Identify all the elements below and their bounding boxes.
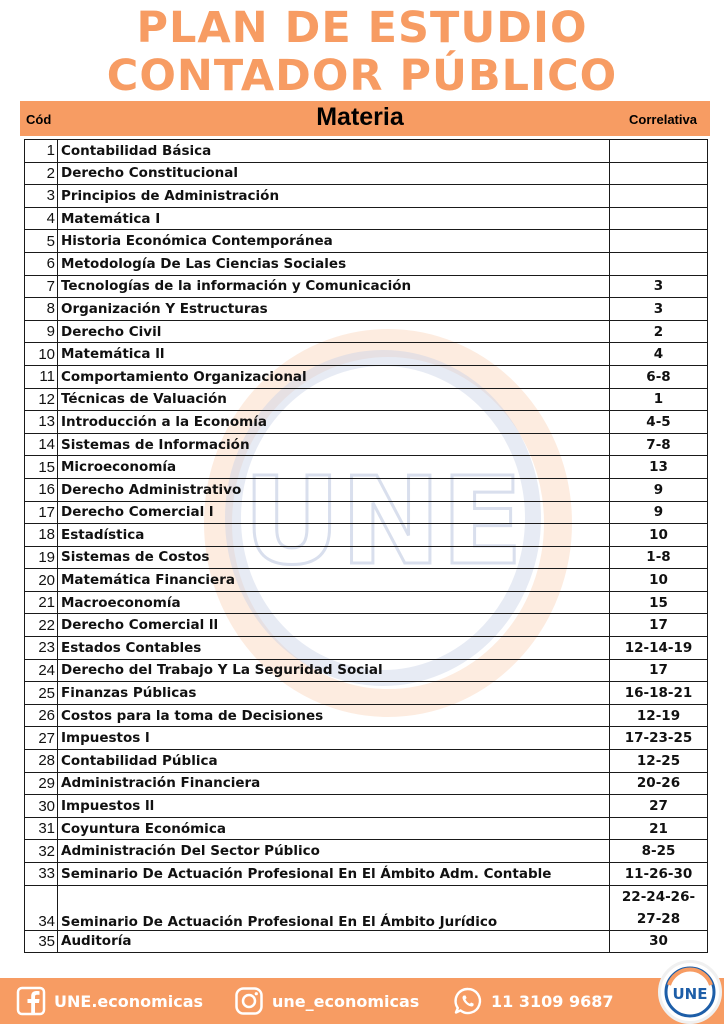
row-materia: Finanzas Públicas	[58, 682, 610, 705]
row-materia: Auditoría	[58, 930, 610, 953]
row-correlativa: 11-26-30	[610, 863, 708, 886]
row-number: 13	[25, 411, 58, 434]
row-materia: Coyuntura Económica	[58, 817, 610, 840]
table-row	[25, 524, 708, 547]
row-materia: Contabilidad Pública	[58, 750, 610, 773]
row-materia: Seminario De Actuación Profesional En El Ámbito Jurídico	[58, 885, 610, 930]
row-materia: Organización Y Estructuras	[58, 298, 610, 321]
row-number: 11	[25, 365, 58, 388]
row-materia: Derecho Civil	[58, 320, 610, 343]
table-row	[25, 840, 708, 863]
table-header	[20, 101, 710, 136]
table-row	[25, 388, 708, 411]
table-row	[25, 478, 708, 501]
row-materia: Historia Económica Contemporánea	[58, 230, 610, 253]
row-materia: Seminario De Actuación Profesional En El Ámbito Adm. Contable	[58, 863, 610, 886]
instagram-handle: une_economicas	[272, 991, 420, 1011]
row-number: 10	[25, 343, 58, 366]
footer-bar	[0, 978, 724, 1024]
row-materia: Derecho Comercial l	[58, 501, 610, 524]
row-number: 12	[25, 388, 58, 411]
table-row	[25, 456, 708, 479]
table-row	[25, 207, 708, 230]
row-correlativa	[610, 185, 708, 208]
row-correlativa	[610, 162, 708, 185]
logo-text: UNE	[672, 985, 708, 1003]
table-row	[25, 185, 708, 208]
row-number: 16	[25, 478, 58, 501]
table-row	[25, 275, 708, 298]
table-row	[25, 704, 708, 727]
row-number: 20	[25, 569, 58, 592]
table-row	[25, 817, 708, 840]
row-correlativa: 10	[610, 524, 708, 547]
row-correlativa: 17	[610, 659, 708, 682]
table-row	[25, 930, 708, 953]
table-row	[25, 682, 708, 705]
row-materia: Administración Financiera	[58, 772, 610, 795]
row-number: 2	[25, 162, 58, 185]
header-materia: Materia	[316, 103, 404, 131]
row-correlativa: 3	[610, 275, 708, 298]
row-number: 34	[25, 885, 58, 930]
footer-whatsapp[interactable]	[453, 985, 613, 1017]
row-materia: Matemática ll	[58, 343, 610, 366]
row-number: 35	[25, 930, 58, 953]
footer-facebook[interactable]	[16, 985, 203, 1017]
table-row	[25, 795, 708, 818]
row-materia: Técnicas de Valuación	[58, 388, 610, 411]
row-materia: Impuestos l	[58, 727, 610, 750]
facebook-handle: UNE.economicas	[54, 991, 204, 1011]
table-row	[25, 501, 708, 524]
row-number: 30	[25, 795, 58, 818]
row-correlativa: 17-23-25	[610, 727, 708, 750]
header-cod: Cód	[26, 112, 52, 127]
row-correlativa: 1-8	[610, 546, 708, 569]
row-correlativa: 4	[610, 343, 708, 366]
row-materia: Matemática Financiera	[58, 569, 610, 592]
row-correlativa	[610, 140, 708, 163]
row-correlativa: 4-5	[610, 411, 708, 434]
row-number: 15	[25, 456, 58, 479]
table-row	[25, 885, 708, 930]
table-row	[25, 659, 708, 682]
table-row	[25, 750, 708, 773]
table-row	[25, 569, 708, 592]
page-title-line2: CONTADOR PÚBLICO	[106, 51, 618, 101]
row-number: 25	[25, 682, 58, 705]
row-number: 29	[25, 772, 58, 795]
table-row	[25, 140, 708, 163]
table-row	[25, 230, 708, 253]
row-materia: Contabilidad Básica	[58, 140, 610, 163]
row-number: 14	[25, 433, 58, 456]
table-row	[25, 433, 708, 456]
row-number: 24	[25, 659, 58, 682]
table-row	[25, 637, 708, 660]
row-correlativa: 22-24-26-27-28	[610, 885, 708, 930]
row-correlativa: 12-19	[610, 704, 708, 727]
instagram-icon	[234, 986, 264, 1016]
table-row	[25, 162, 708, 185]
row-number: 22	[25, 614, 58, 637]
row-correlativa	[610, 252, 708, 275]
table-row	[25, 772, 708, 795]
row-number: 21	[25, 591, 58, 614]
table-row	[25, 365, 708, 388]
row-number: 26	[25, 704, 58, 727]
row-correlativa: 20-26	[610, 772, 708, 795]
table-row	[25, 320, 708, 343]
row-number: 27	[25, 727, 58, 750]
row-materia: Administración Del Sector Público	[58, 840, 610, 863]
table-row	[25, 863, 708, 886]
row-number: 23	[25, 637, 58, 660]
row-number: 8	[25, 298, 58, 321]
row-correlativa: 2	[610, 320, 708, 343]
row-materia: Costos para la toma de Decisiones	[58, 704, 610, 727]
row-materia: Principios de Administración	[58, 185, 610, 208]
row-materia: Sistemas de Información	[58, 433, 610, 456]
row-materia: Metodología De Las Ciencias Sociales	[58, 252, 610, 275]
table-row	[25, 727, 708, 750]
page-title-line1: PLAN DE ESTUDIO	[136, 3, 588, 53]
row-materia: Estadística	[58, 524, 610, 547]
row-materia: Macroeconomía	[58, 591, 610, 614]
row-materia: Tecnologías de la información y Comunicación	[58, 275, 610, 298]
table-row	[25, 614, 708, 637]
row-materia: Derecho Administrativo	[58, 478, 610, 501]
row-number: 4	[25, 207, 58, 230]
table-row	[25, 591, 708, 614]
row-correlativa: 30	[610, 930, 708, 953]
row-correlativa: 12-14-19	[610, 637, 708, 660]
row-correlativa: 15	[610, 591, 708, 614]
row-materia: Estados Contables	[58, 637, 610, 660]
row-correlativa: 9	[610, 501, 708, 524]
row-correlativa: 16-18-21	[610, 682, 708, 705]
row-correlativa	[610, 207, 708, 230]
table-row	[25, 252, 708, 275]
table-row	[25, 411, 708, 434]
row-correlativa: 21	[610, 817, 708, 840]
row-materia: Microeconomía	[58, 456, 610, 479]
row-number: 9	[25, 320, 58, 343]
table-row	[25, 298, 708, 321]
row-materia: Matemática I	[58, 207, 610, 230]
row-correlativa: 1	[610, 388, 708, 411]
row-correlativa: 7-8	[610, 433, 708, 456]
whatsapp-icon	[453, 986, 483, 1016]
row-number: 19	[25, 546, 58, 569]
row-materia: Derecho Constitucional	[58, 162, 610, 185]
row-materia: Impuestos ll	[58, 795, 610, 818]
row-materia: Introducción a la Economía	[58, 411, 610, 434]
row-materia: Derecho Comercial ll	[58, 614, 610, 637]
row-correlativa: 10	[610, 569, 708, 592]
row-correlativa: 27	[610, 795, 708, 818]
row-number: 6	[25, 252, 58, 275]
facebook-icon	[16, 986, 46, 1016]
row-number: 1	[25, 140, 58, 163]
whatsapp-number: 11 3109 9687	[491, 991, 614, 1011]
footer-instagram[interactable]	[234, 985, 419, 1017]
row-number: 3	[25, 185, 58, 208]
row-materia: Derecho del Trabajo Y La Seguridad Social	[58, 659, 610, 682]
study-plan-table	[24, 139, 708, 953]
row-correlativa: 17	[610, 614, 708, 637]
une-logo	[658, 960, 722, 1024]
row-number: 28	[25, 750, 58, 773]
row-number: 5	[25, 230, 58, 253]
row-number: 17	[25, 501, 58, 524]
row-correlativa: 9	[610, 478, 708, 501]
row-number: 33	[25, 863, 58, 886]
row-number: 32	[25, 840, 58, 863]
row-correlativa: 12-25	[610, 750, 708, 773]
row-correlativa: 13	[610, 456, 708, 479]
row-materia: Sistemas de Costos	[58, 546, 610, 569]
table-row	[25, 343, 708, 366]
row-number: 18	[25, 524, 58, 547]
row-correlativa: 8-25	[610, 840, 708, 863]
row-correlativa: 3	[610, 298, 708, 321]
row-correlativa	[610, 230, 708, 253]
row-number: 7	[25, 275, 58, 298]
row-materia: Comportamiento Organizacional	[58, 365, 610, 388]
table-row	[25, 546, 708, 569]
watermark-text: UNE	[243, 453, 523, 592]
header-correlativa: Correlativa	[629, 112, 697, 127]
une-logo-mark	[661, 963, 719, 1021]
row-number: 31	[25, 817, 58, 840]
row-correlativa: 6-8	[610, 365, 708, 388]
